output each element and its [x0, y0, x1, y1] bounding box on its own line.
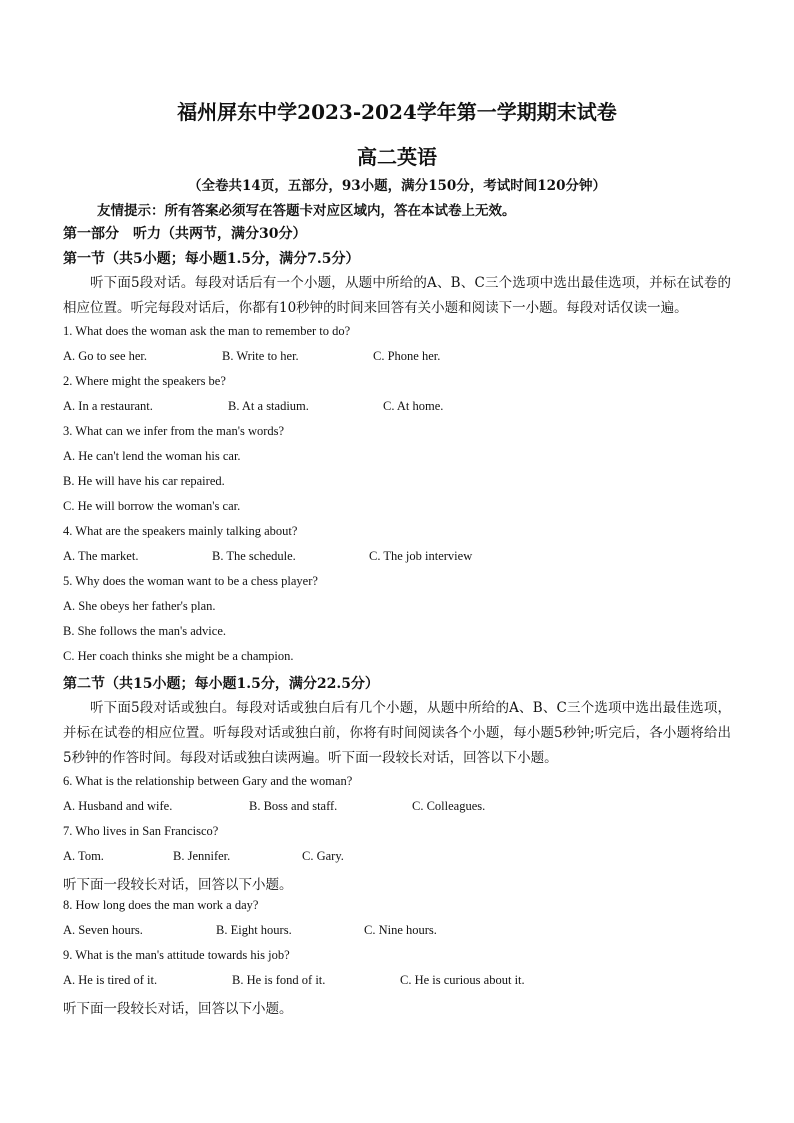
section2-heading: 第二节（共15小题；每小题1.5分，满分22.5分） — [63, 676, 379, 692]
q3-option-a: A. He can't lend the woman his car. — [63, 449, 241, 463]
question-5: 5. Why does the woman want to be a chess player? — [63, 574, 318, 588]
q8-option-a: A. Seven hours. — [63, 923, 143, 937]
q3-option-c: C. He will borrow the woman's car. — [63, 499, 241, 513]
question-6: 6. What is the relationship between Gary and the woman? — [63, 774, 353, 788]
question-7: 7. Who lives in San Francisco? — [63, 824, 219, 838]
q9-option-a: A. He is tired of it. — [63, 973, 158, 987]
exam-subject: 高二英语 — [357, 145, 437, 169]
question-2: 2. Where might the speakers be? — [63, 374, 226, 388]
friendly-tip: 友情提示：所有答案必须写在答题卡对应区域内，答在本试卷上无效。 — [97, 203, 516, 219]
question-3: 3. What can we infer from the man's words? — [63, 424, 285, 438]
exam-info: （全卷共14页，五部分，93小题，满分150分，考试时间120分钟） — [188, 178, 606, 194]
question-4: 4. What are the speakers mainly talking about? — [63, 524, 298, 538]
q2-option-b: B. At a stadium. — [228, 399, 309, 413]
q8-option-b: B. Eight hours. — [216, 923, 292, 937]
q4-option-b: B. The schedule. — [212, 549, 296, 563]
q7-option-b: B. Jennifer. — [173, 849, 231, 863]
section2-instruction: 听下面5段对话或独白。每段对话或独白后有几个小题，从题中所给的A、B、C三个选项中选出最佳选项，并标在试卷的相应位置。听每段对话或独白前，你将有时间阅读各个小题，每小题5秒钟;听完后，各小题将给出5秒钟的作答时间。每段对话或独白读两遍。听下面一段较长对话，回答以下小题。 — [63, 700, 731, 766]
q1-option-a: A. Go to see her. — [63, 349, 148, 363]
q6-option-c: C. Colleagues. — [412, 799, 486, 813]
q4-option-c: C. The job interview — [369, 549, 473, 563]
q4-option-a: A. The market. — [63, 549, 139, 563]
q7-option-a: A. Tom. — [63, 849, 104, 863]
question-8: 8. How long does the man work a day? — [63, 898, 259, 912]
exam-title: 福州屏东中学2023-2024学年第一学期期末试卷 — [177, 100, 617, 124]
q2-option-a: A. In a restaurant. — [63, 399, 153, 413]
q5-option-c: C. Her coach thinks she might be a champion. — [63, 649, 294, 663]
q6-option-a: A. Husband and wife. — [63, 799, 173, 813]
q8-option-c: C. Nine hours. — [364, 923, 437, 937]
question-9: 9. What is the man's attitude towards his job? — [63, 948, 290, 962]
q3-option-b: B. He will have his car repaired. — [63, 474, 225, 488]
q1-option-c: C. Phone her. — [373, 349, 441, 363]
q6-option-b: B. Boss and staff. — [249, 799, 338, 813]
listen-instruction-2: 听下面一段较长对话，回答以下小题。 — [63, 877, 293, 893]
q2-option-c: C. At home. — [383, 399, 444, 413]
q5-option-b: B. She follows the man's advice. — [63, 624, 226, 638]
section1-heading: 第一节（共5小题；每小题1.5分，满分7.5分） — [63, 251, 360, 267]
q9-option-c: C. He is curious about it. — [400, 973, 525, 987]
q1-option-b: B. Write to her. — [222, 349, 299, 363]
question-1: 1. What does the woman ask the man to remember to do? — [63, 324, 351, 338]
listen-instruction-3: 听下面一段较长对话，回答以下小题。 — [63, 1001, 293, 1017]
q9-option-b: B. He is fond of it. — [232, 973, 326, 987]
part1-heading: 第一部分 听力（共两节，满分30分） — [63, 226, 307, 242]
q5-option-a: A. She obeys her father's plan. — [63, 599, 216, 613]
q7-option-c: C. Gary. — [302, 849, 344, 863]
section1-instruction: 听下面5段对话。每段对话后有一个小题，从题中所给的A、B、C三个选项中选出最佳选项，并标在试卷的相应位置。听完每段对话后，你都有10秒钟的时间来回答有关小题和阅读下一小题。每段对话仅读一遍。 — [63, 275, 731, 316]
